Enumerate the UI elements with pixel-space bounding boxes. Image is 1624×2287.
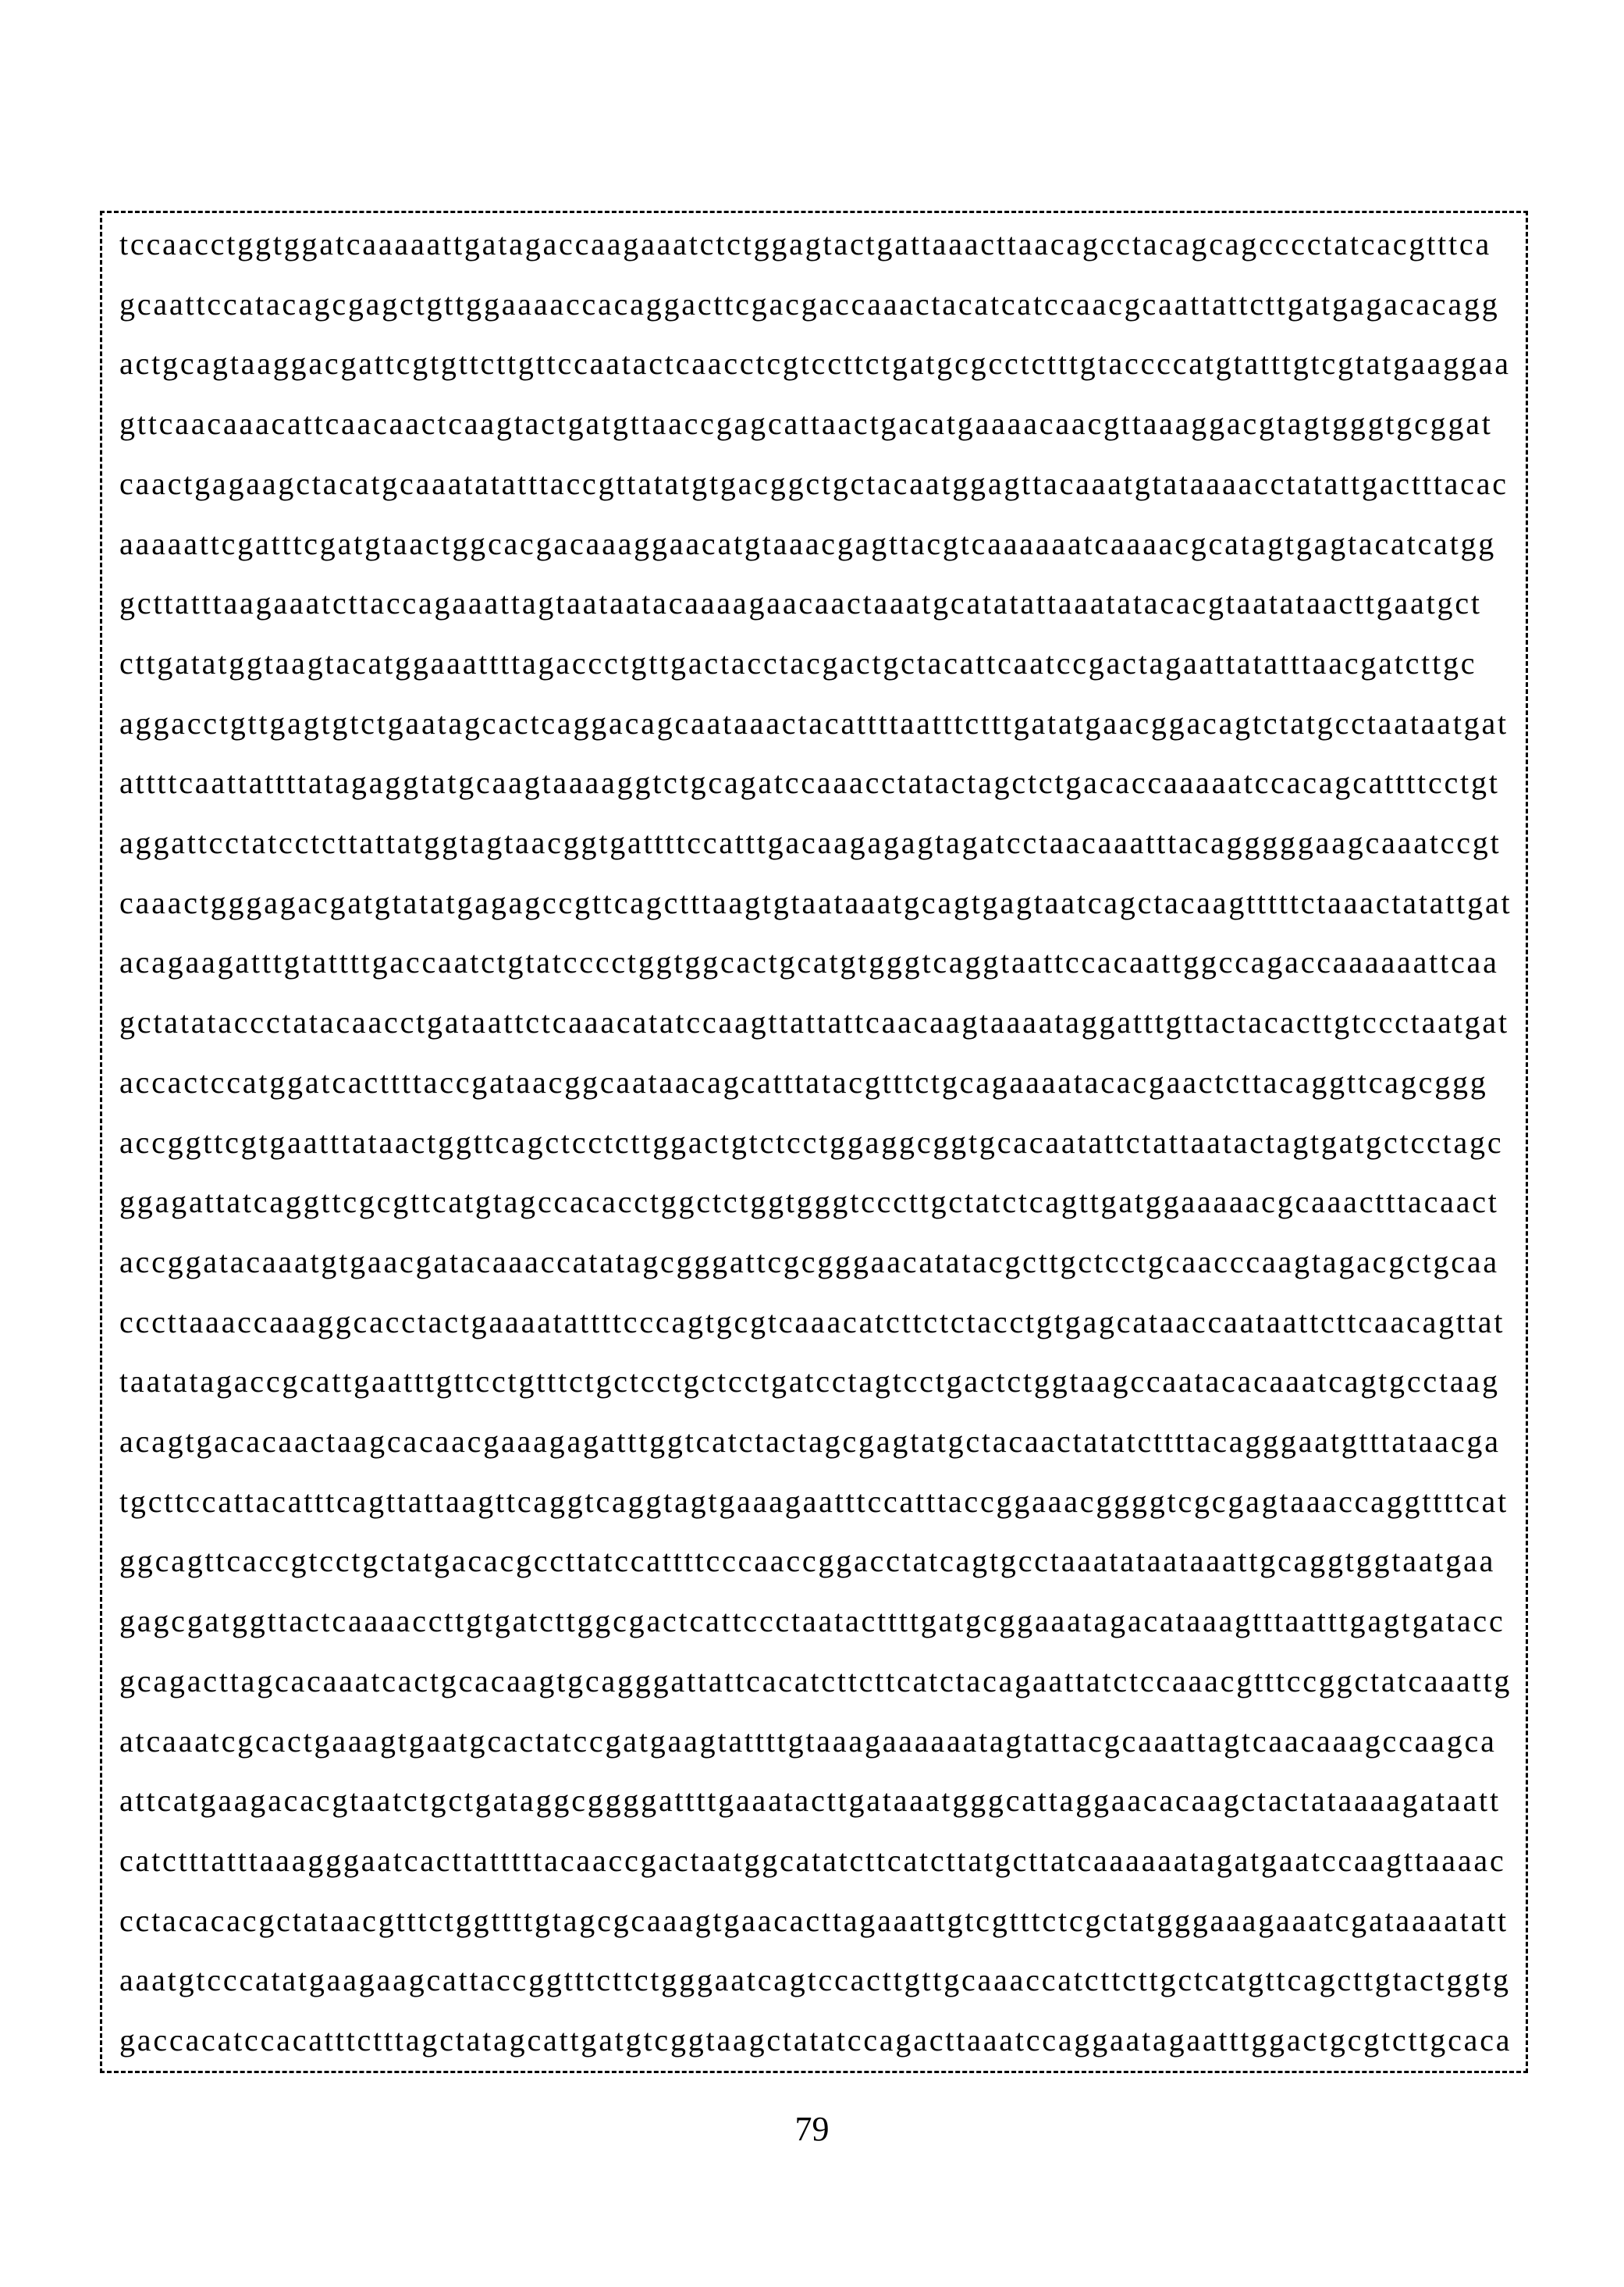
sequence-line: attcatgaagacacgtaatctgctgataggcggggattttgaaatacttgataaatgggcattaggaacacaagctactataaaagataatt [119, 1783, 1501, 1819]
sequence-line: gctatataccctatacaacctgataattctcaaacatatccaagttattattcaacaagtaaaataggatttgttactacacttgtccctaatgat [119, 1005, 1509, 1040]
sequence-line: gaccacatccacatttctttagctatagcattgatgtcggtaagctatatccagacttaaatccaggaatagaatttggactgcgtcttgcaca [119, 2022, 1512, 2058]
sequence-line: cctacacacgctataacgtttctggttttgtagcgcaaagtgaacacttagaaattgtcgtttctcgctatgggaaagaaatcgataaaatatt [119, 1902, 1509, 1938]
sequence-line: gcttatttaagaaatcttaccagaaattagtaataatacaaaagaacaactaaatgcatatattaaatatacacgtaatataacttgaatgct [119, 585, 1482, 621]
sequence-line: attttcaattattttatagaggtatgcaagtaaaaggtctgcagatccaaacctatactagctctgacaccaaaaatccacagcattttcctgt [119, 765, 1500, 801]
sequence-line: caactgagaagctacatgcaaatatatttaccgttatatgtgacggctgctacaatggagttacaaatgtataaaacctatattgactttacac [119, 465, 1509, 501]
sequence-line: acagtgacacaactaagcacaacgaaagagatttggtcatctactagcgagtatgctacaactatatcttttacagggaatgtttataacga [119, 1424, 1501, 1460]
sequence-line: accggatacaaatgtgaacgatacaaaccatatagcgggattcgcgggaacatatacgcttgctcctgcaacccaagtagacgctgcaa [119, 1243, 1499, 1279]
sequence-line: aaatgtcccatatgaagaagcattaccggtttcttctgggaatcagtccacttgttgcaaaccatcttcttgctcatgttcagcttgtactggtg [119, 1962, 1511, 1998]
sequence-line: taatatagaccgcattgaatttgttcctgtttctgctcctgctcctgatcctagtcctgactctggtaagccaatacacaaatcagtgcctaag [119, 1364, 1500, 1400]
sequence-line: acagaagatttgtattttgaccaatctgtatcccctggtggcactgcatgtgggtcaggtaattccacaattggccagaccaaaaaattcaa [119, 944, 1499, 980]
page-number: 79 [794, 2110, 830, 2148]
sequence-line: ggcagttcaccgtcctgctatgacacgccttatccattttcccaaccggacctatcagtgcctaaatataataaattgcaggtggtaatgaa [119, 1543, 1496, 1579]
sequence-line: cccttaaaccaaaggcacctactgaaaatattttcccagtgcgtcaaacatcttctctacctgtgagcataaccaataattcttcaacagttat [119, 1304, 1505, 1339]
sequence-line: aaaaattcgatttcgatgtaactggcacgacaaaggaacatgtaaacgagttacgtcaaaaaatcaaaacgcatagtgagtacatcatgg [119, 525, 1497, 561]
sequence-line: tgcttccattacatttcagttattaagttcaggtcaggtagtgaaagaatttccatttaccggaaacggggtcgcgagtaaaccaggttttcat [119, 1483, 1509, 1519]
sequence-listing-box [100, 211, 1528, 2073]
sequence-line: caaactgggagacgatgtatatgagagccgttcagctttaagtgtaataaatgcagtgagtaatcagctacaagtttttctaaactatattgat [119, 884, 1512, 920]
sequence-line: gagcgatggttactcaaaaccttgtgatcttggcgactcattccctaatacttttgatgcggaaatagacataaagtttaatttgagtgatacc [119, 1603, 1505, 1639]
sequence-line: cttgatatggtaagtacatggaaattttagaccctgttgactacctacgactgctacattcaatccgactagaattatatttaacgatcttgc [119, 645, 1477, 681]
sequence-line: tccaacctggtggatcaaaaattgatagaccaagaaatctctggagtactgattaaacttaacagcctacagcagcccctatcacgtttca [119, 226, 1492, 261]
sequence-line: aggattcctatcctcttattatggtagtaacggtgattttccatttgacaagagagtagatcctaacaaatttacagggggaagcaaatccgt [119, 825, 1501, 861]
sequence-line: accggttcgtgaatttataactggttcagctcctcttggactgtctcctggaggcggtgcacaatattctattaatactagtgatgctcctagc [119, 1124, 1504, 1160]
sequence-line: aggacctgttgagtgtctgaatagcactcaggacagcaataaactacattttaatttctttgatatgaacggacagtctatgcctaataatgat [119, 705, 1509, 741]
sequence-line: ggagattatcaggttcgcgttcatgtagccacacctggctctggtgggtcccttgctatctcagttgatggaaaaacgcaaactttacaact [119, 1184, 1499, 1220]
sequence-line: catctttatttaaagggaatcacttatttttacaaccgactaatggcatatcttcatcttatgcttatcaaaaaatagatgaatccaagttaaaac [119, 1842, 1506, 1878]
sequence-line: gttcaacaaacattcaacaactcaagtactgatgttaaccgagcattaactgacatgaaaacaacgttaaaggacgtagtgggtgcggat [119, 406, 1493, 442]
sequence-line: accactccatggatcacttttaccgataacggcaataacagcatttatacgtttctgcagaaaatacacgaactcttacaggttcagcggg [119, 1064, 1488, 1100]
sequence-line: gcagacttagcacaaatcactgcacaagtgcagggattattcacatcttcttcatctacagaattatctccaaacgtttccggctatcaaattg [119, 1663, 1512, 1698]
sequence-line: actgcagtaaggacgattcgtgttcttgttccaatactcaacctcgtccttctgatgcgcctctttgtaccccatgtatttgtcgtatgaaggaa [119, 346, 1511, 382]
sequence-line: gcaattccatacagcgagctgttggaaaaccacaggacttcgacgaccaaactacatcatccaacgcaattattcttgatgagacacagg [119, 286, 1500, 322]
sequence-line: atcaaatcgcactgaaagtgaatgcactatccgatgaagtattttgtaaagaaaaaatagtattacgcaaattagtcaacaaagccaagca [119, 1723, 1497, 1759]
